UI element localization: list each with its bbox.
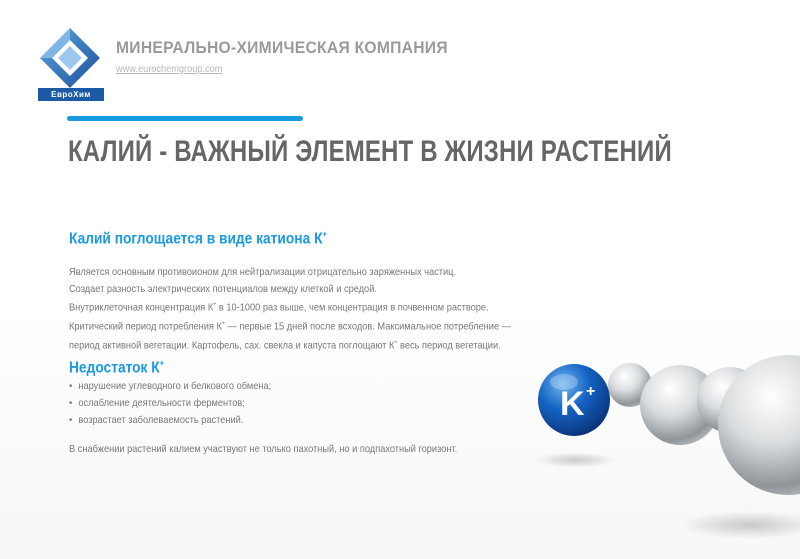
- sphere-label-sup: +: [586, 383, 596, 400]
- sphere-label: K: [560, 385, 585, 423]
- text-line: Создает разность электрических потенциалов между клеткой и средой.: [69, 282, 377, 295]
- logo-caption: ЕвроХим: [38, 88, 104, 101]
- footer-note: В снабжении растений калием участвуют не только пахотный, но и подпахотный горизонт.: [69, 443, 458, 455]
- deficiency-list: [69, 378, 271, 429]
- text-line: период активной вегетации. Картофель, сах. свекла и капуста поглощают К+ весь период вегетации.: [69, 339, 501, 352]
- spheres-illustration: [530, 330, 800, 559]
- section-heading-cation: Калий поглощается в виде катиона К+: [69, 229, 327, 248]
- company-url-link[interactable]: www.eurochemgroup.com: [116, 64, 223, 75]
- text-line: Внутриклеточная концентрация К+ в 10-1000 раз выше, чем концентрация в почвенном растворе.: [69, 301, 489, 314]
- company-name: МИНЕРАЛЬНО-ХИМИЧЕСКАЯ КОМПАНИЯ: [116, 38, 448, 57]
- page-title: КАЛИЙ - ВАЖНЫЙ ЭЛЕМЕНТ В ЖИЗНИ РАСТЕНИЙ: [68, 135, 672, 168]
- accent-divider: [67, 116, 303, 121]
- text-line: Является основным противоионом для нейтрализации отрицательно заряженных частиц.: [69, 266, 457, 278]
- list-item: • возрастает заболеваемость растений.: [69, 412, 271, 429]
- section-heading-deficiency: Недостаток К+: [69, 358, 165, 377]
- text-line: Критический период потребления К+ — первые 15 дней после всходов. Максимальное потребление —: [69, 320, 511, 333]
- list-item: • нарушение углеводного и белкового обмена;: [69, 378, 271, 395]
- section-cation-text: [69, 264, 511, 354]
- list-item: • ослабление деятельности ферментов;: [69, 395, 271, 412]
